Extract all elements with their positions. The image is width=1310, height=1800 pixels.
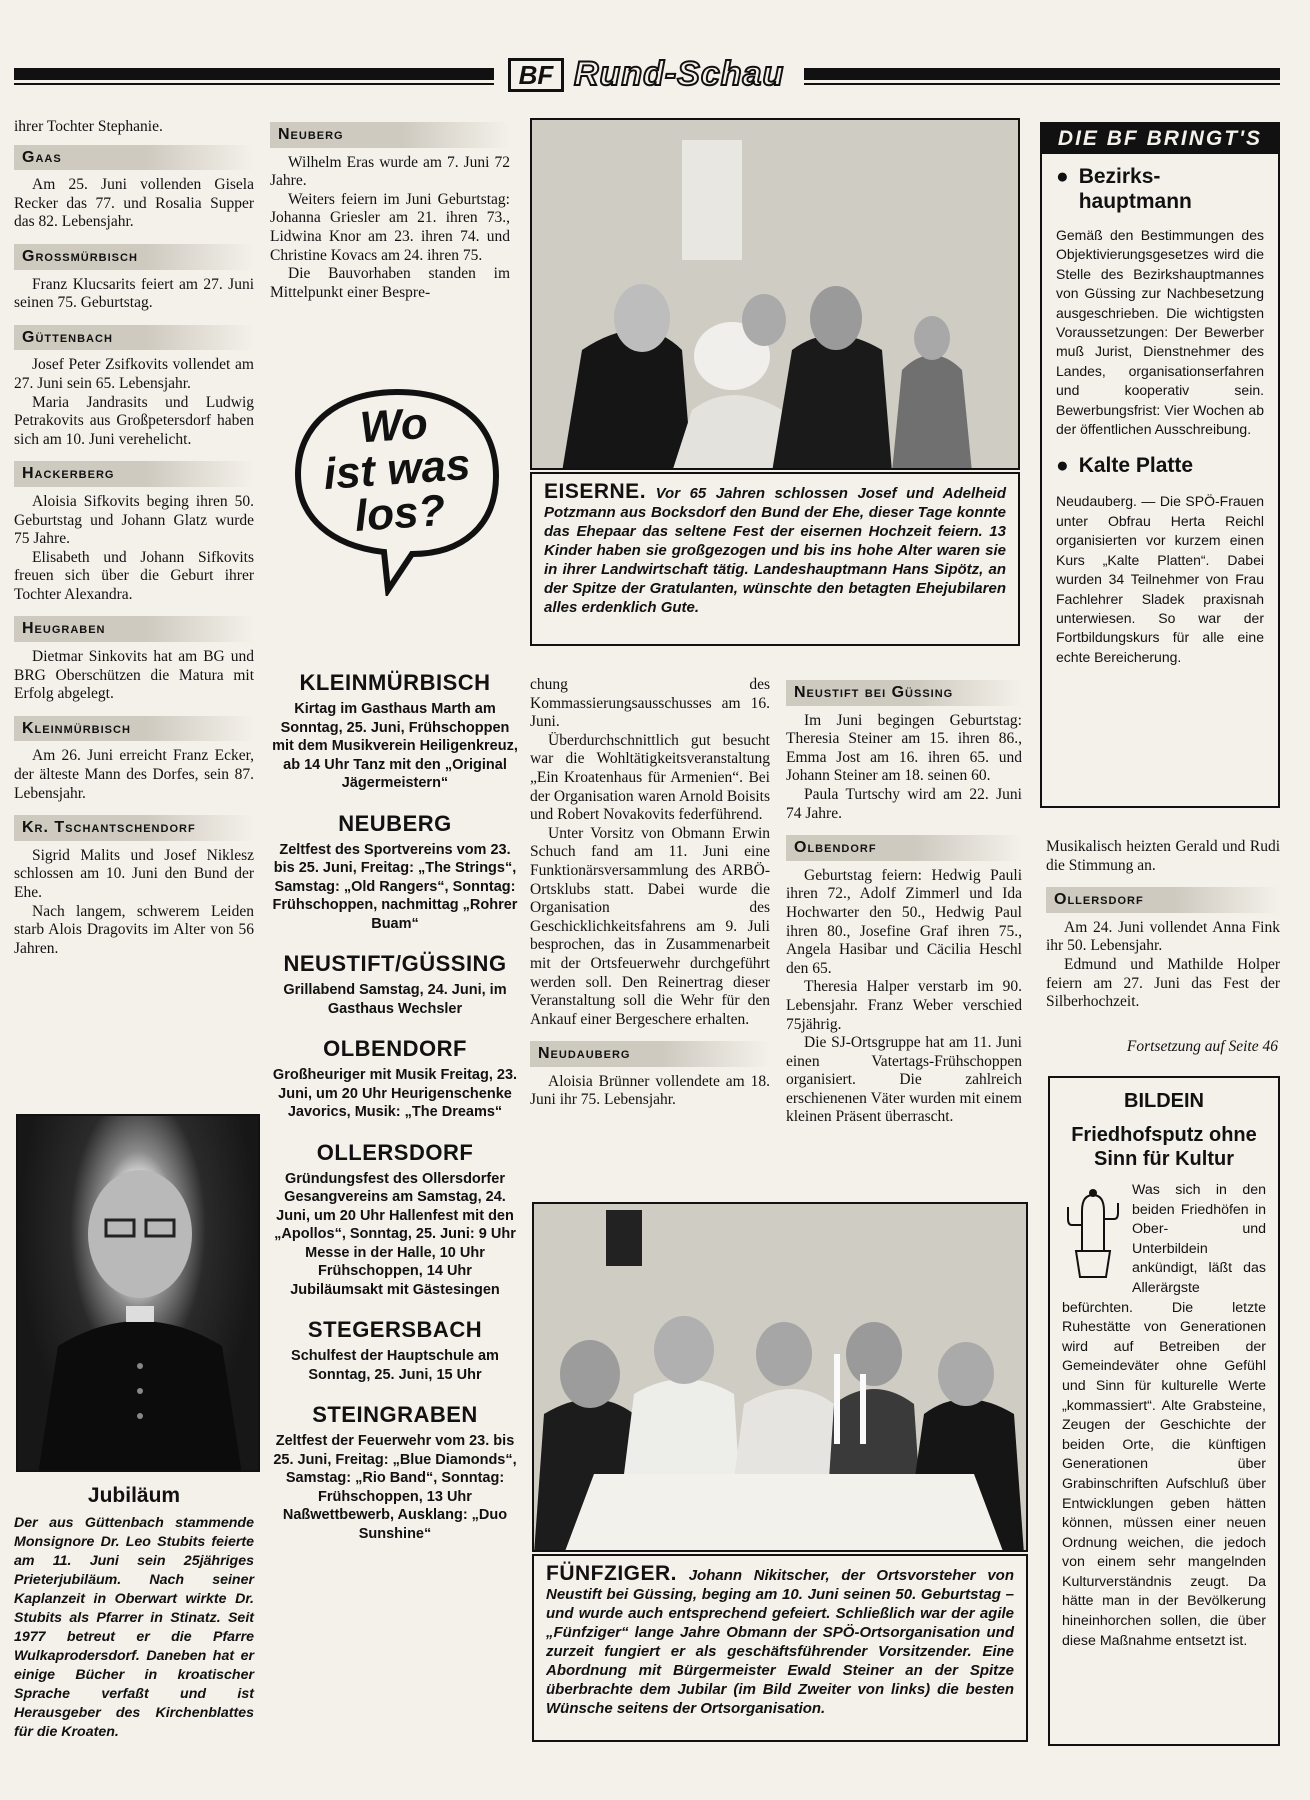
heading-neudauberg: Neudauberg (530, 1041, 770, 1067)
event-title: NEUBERG (338, 810, 452, 836)
text: Theresia Halper verstarb im 90. Lebensjahr. Franz Weber verschied 75jährig. (786, 978, 1022, 1033)
bullet-icon: ● (1056, 454, 1069, 478)
text: Geburtstag feiern: Hedwig Pauli ihren 72., Adolf Zimmerl und Ida Hochwarter den 50., Hedwig Paul ihren 80., Josefine Graf ihren 75., Angela Hasibar und Cäcilia Heschl den 65. (786, 866, 1022, 977)
bf-logo: BF (508, 58, 564, 92)
event-title: NEUSTIFT/GÜSSING (283, 951, 507, 976)
wo-ist-was-los-bubble (292, 386, 502, 596)
text: Weiters feiern im Juni Geburtstag: Johanna Griesler am 21. ihren 73., Lidwina Knor am 23. ihren 74. und Christine Kovacs am 24. ihren 75. (270, 190, 510, 264)
bezirkshauptmann-text: Gemäß den Bestimmungen des Objektivierungsgesetzes wird die Stelle des Bezirkshauptmannes von Güssing zur Nachbesetzung ausgeschrieben. Die wichtigsten Voraussetzungen: Der Bewerber muß Jurist, Dienstnehmer des Landes, organisationserfahren und kooperativ sein. Bewerbungsfrist: Vier Wochen ab der öffentlichen Ausschreibung. (1056, 227, 1264, 438)
event-title: KLEINMÜRBISCH (299, 670, 491, 695)
bildein-head: BILDEIN (1124, 1090, 1204, 1112)
event-title: STEGERSBACH (307, 1317, 483, 1342)
event-text: Kirtag im Gasthaus Marth am Sonntag, 25. Juni, Frühschoppen mit dem Musikverein Heiligenkreuz, ab 14 Uhr Tanz mit den „Original Jägermeistern“ (272, 701, 518, 791)
column-2 (270, 118, 510, 302)
masthead-rule-right-thin (804, 83, 1280, 85)
event-text: Zeltfest der Feuerwehr vom 23. bis 25. Juni, Freitag: „Blue Diamonds“, Samstag: „Rio Band“, Sonntag: Frühschoppen, 13 Uhr Naßwettbewerb, Ausklang: „Duo Sunshine“ (273, 1433, 517, 1542)
masthead (14, 55, 1280, 93)
heading-guettenbach: Güttenbach (14, 325, 254, 351)
fuenfziger-text: Johann Nikitscher, der Ortsvorsteher von Neustift bei Güssing, beging am 10. Juni seinen 50. Geburtstag – und wurde auch entsprechend gefeiert. Schließlich war der agile „Fünfziger“ lange Jahre Obmann der SPÖ-Ortsorganisation und zurzeit fungiert er als geschäftsführender Vorsitzender. Eine Abordnung mit Bürgermeister Ewald Steiner an der Spitze überbrachte dem Jubilar (im Bild Zweiter von links) die besten Wünsche seitens der Ortsorganisation. (546, 1567, 1014, 1717)
text: Am 24. Juni vollendet Anna Fink ihr 50. Lebensjahr. (1046, 918, 1280, 955)
text: Im Juni begingen Geburtstag: Theresia Steiner am 15. ihren 86., Emma Jost am 16. ihren 65. und Johann Steiner am 18. seinen 60. (786, 711, 1022, 785)
bildein-box (1048, 1076, 1280, 1746)
text: Musikalisch heizten Gerald und Rudi die Stimmung an. (1046, 838, 1280, 874)
heading-neustift: Neustift bei Güssing (786, 680, 1022, 706)
bildein-text: Was sich in den beiden Friedhöfen in Ober- und Unterbildein ankündigt, läßt das Allerärgste befürchten. Die letzte Ruhestätte von Generationen wird auf Betreiben der Gemeindeväter ohne Gefühl und Sinn für kulturelle Werte „kommassiert“. Alte Grabsteine, Zeugen der Geschichte der beiden Orte, die künftigen Generationen über Grabinschriften Aufschluß über Entwicklungen geben hätten können, müssen einer neuen Ordnung weichen, die jedoch von einem sehr mangelnden Kulturverständnis zeugt. Da hätte man in der Bevölkerung hineinhorchen sollen, die über diese Maßnahme entsetzt ist. (1062, 1182, 1266, 1649)
couple-silhouette (532, 120, 1020, 470)
text: Wilhelm Eras wurde am 7. Juni 72 Jahre. (270, 153, 510, 190)
section-title: Rund-Schau (574, 55, 785, 93)
bf-bringts-box (1040, 122, 1280, 808)
event-title: OLLERSDORF (316, 1139, 474, 1165)
heading-gaas: Gaas (14, 145, 254, 171)
text: Franz Klucsarits feiert am 27. Juni seinen 75. Geburtstag. (14, 275, 254, 312)
cactus-icon (1062, 1185, 1124, 1281)
text: Paula Turtschy wird am 22. Juni 74 Jahre. (786, 785, 1022, 822)
text: Am 26. Juni erreicht Franz Ecker, der älteste Mann des Dorfes, sein 87. Lebensjahr. (14, 747, 254, 802)
heading-heugraben: Heugraben (14, 616, 254, 642)
event-text: Zeltfest des Sportvereins vom 23. bis 25. Juni, Freitag: „The Strings“, Samstag: „Old Rangers“, Sonntag: Frühschoppen, nachmittag „Rohrer Buam“ (272, 841, 518, 932)
event-text: Gründungsfest des Ollersdorfer Gesangvereins am Samstag, 24. Juni, um 20 Uhr Hallenfest mit den „Apollos“, Sonntag, 25. Juni: 9 Uhr Messe in der Halle, 10 Uhr Frühschoppen, 14 Uhr Jubiläumsakt mit Gästesingen (274, 1170, 516, 1298)
bubble-line-3: los? (353, 485, 447, 541)
bubble-text (288, 397, 507, 543)
text: Aloisia Sifkovits beging ihren 50. Geburtstag und Johann Glatz wurde 75 Jahre. (14, 492, 254, 548)
heading-ollersdorf: Ollersdorf (1046, 887, 1280, 913)
bezirkshauptmann-heading (1042, 164, 1278, 214)
priest-silhouette (18, 1116, 260, 1472)
eiserne-text: Vor 65 Jahren schlossen Josef und Adelheid Potzmann aus Bocksdorf den Bund der Ehe, dieser Tage konnte das Ehepaar das seltene Fest der eisernen Hochzeit feiern. 13 Kinder haben sie großgezogen und bis ins hohe Alter waren sie in ihrer Landwirtschaft tätig. Landeshauptmann Hans Sipötz, an der Spitze der Gratulanten, wünschte den betagten Ehejubilaren alles erdenklich Gute. (544, 485, 1006, 616)
event-title: STEINGRABEN (312, 1402, 478, 1427)
bullet-icon: ● (1056, 165, 1069, 188)
text: Unter Vorsitz von Obmann Erwin Schuch fand am 11. Juni eine Funktionärsversammlung des ARBÖ-Ortsklubs statt. Dabei wurde die Organisation des Geschicklichkeitsfahrens am 9. Juli besprochen, das in Zusammenarbeit mit der Ortsfeuerwehr durchgeführt werden soll. Den Reinertrag dieser Veranstaltung soll die Wehr für den Ankauf einer Bergeschere erhalten. (530, 824, 770, 1028)
masthead-rule-left-thin (14, 83, 494, 85)
fuenfziger-photo (532, 1202, 1028, 1552)
text: ihrer Tochter Stephanie. (14, 118, 163, 135)
fuenfziger-caption (532, 1554, 1028, 1742)
party-silhouette (534, 1204, 1028, 1552)
eiserne-caption (530, 472, 1020, 646)
heading-hackerberg: Hackerberg (14, 461, 254, 487)
text: Maria Jandrasits und Ludwig Petrakovits aus Großpetersdorf haben sich am 10. Juni verehelicht. (14, 393, 254, 448)
text: Die Bauvorhaben standen im Mittelpunkt einer Bespre- (270, 265, 510, 301)
text: chung des Kommassierungsausschusses am 16. Juni. (530, 676, 770, 731)
events-list (270, 670, 520, 1543)
kalte-platte-heading (1042, 453, 1278, 478)
masthead-rule-right (804, 68, 1280, 80)
priest-photo (16, 1114, 260, 1472)
text: Edmund und Mathilde Holper feiern am 27. Juni das Fest der Silberhochzeit. (1046, 955, 1280, 1011)
bildein-title: Friedhofsputz ohne Sinn für Kultur (1071, 1124, 1257, 1170)
bf-bringts-head: DIE BF BRINGT'S (1042, 124, 1278, 154)
eiserne-lead: EISERNE. (544, 480, 647, 503)
kalte-platte-title: Kalte Platte (1078, 454, 1194, 478)
heading-olbendorf: Olbendorf (786, 835, 1022, 861)
eiserne-hochzeit-photo (530, 118, 1020, 470)
heading-neuberg: Neuberg (270, 122, 510, 148)
column-1 (14, 118, 254, 958)
bubble-line-1: Wo (358, 398, 430, 453)
text: Am 25. Juni vollenden Gisela Recker das 77. und Rosalia Supper das 82. Lebensjahr. (14, 176, 254, 231)
column-4 (786, 676, 1022, 1127)
fuenfziger-lead: FÜNFZIGER. (546, 1562, 677, 1585)
text: Nach langem, schwerem Leiden starb Alois Dragovits im Alter von 56 Jahren. (14, 902, 254, 957)
text: Josef Peter Zsifkovits vollendet am 27. Juni sein 65. Lebensjahr. (14, 356, 254, 392)
event-text: Schulfest der Hauptschule am Sonntag, 25. Juni, 15 Uhr (291, 1348, 499, 1383)
text: Elisabeth und Johann Sifkovits freuen sich über die Geburt ihrer Tochter Alexandra. (14, 548, 254, 603)
text: Überdurchschnittlich gut besucht war die Wohltätigkeitsveranstaltung „Ein Kroatenhaus für Armenien“. Bei der Organisation waren Arnold Boisits und Robert Novakovits federführend. (530, 731, 770, 824)
continuation-note: Fortsetzung auf Seite 46 (1126, 1038, 1278, 1055)
event-text: Großheuriger mit Musik Freitag, 23. Juni, um 20 Uhr Heurigenschenke Javorics, Musik: „The Dreams“ (272, 1067, 518, 1120)
heading-kleinmuerbisch: Kleinmürbisch (14, 716, 254, 742)
heading-tschantschendorf: Kr. Tschantschendorf (14, 815, 254, 841)
text: Dietmar Sinkovits hat am BG und BRG Oberschützen die Matura mit Erfolg abgelegt. (14, 648, 254, 703)
column-5 (1046, 838, 1280, 1012)
text: Aloisia Brünner vollendete am 18. Juni ihr 75. Lebensjahr. (530, 1072, 770, 1109)
event-title: OLBENDORF (323, 1036, 467, 1061)
event-text: Grillabend Samstag, 24. Juni, im Gasthaus Wechsler (283, 982, 507, 1017)
masthead-rule-left (14, 68, 494, 80)
bildein-body (1062, 1181, 1266, 1651)
jubilaeum-title: Jubiläum (87, 1484, 181, 1507)
text: Sigrid Malits und Josef Niklesz schlossen am 10. Juni den Bund der Ehe. (14, 846, 254, 901)
column-3 (530, 676, 770, 1110)
kalte-platte-text: Neudauberg. — Die SPÖ-Frauen unter Obfrau Herta Reichl organisierten vor kurzem einen Kurs „Kalte Platten“. Dabei wurden 34 Teilnehmer von Frau Fachlehrer Sladek praxisnah unterwiesen. So war der Fortbildungskurs für alle eine echte Bereicherung. (1056, 493, 1264, 665)
bubble-line-2: ist was (322, 439, 472, 500)
jubilaeum-text: Der aus Güttenbach stammende Monsignore Dr. Leo Stubits feierte am 11. Juni sein 25jähriges Prieterjubiläum. Nach seiner Kaplanzeit in Oberwart wirkte Dr. Stubits als Pfarrer in Stinatz. Seit 1977 betreut er die Pfarre Wulkaprodersdorf. Daneben hat er einige Bücher in kroatischer Sprache verfaßt und ist Herausgeber des Kirchenblattes für die Kroaten. (14, 1515, 254, 1740)
text: Die SJ-Ortsgruppe hat am 11. Juni einen Vatertags-Frühschoppen organisiert. Die zahlreich erschienenen Väter wurden mit einem kleinen Präsent überrascht. (786, 1034, 1022, 1126)
bezirkshauptmann-title: Bezirks-hauptmann (1078, 165, 1192, 213)
heading-grossmuerbisch: Grossmürbisch (14, 244, 254, 270)
